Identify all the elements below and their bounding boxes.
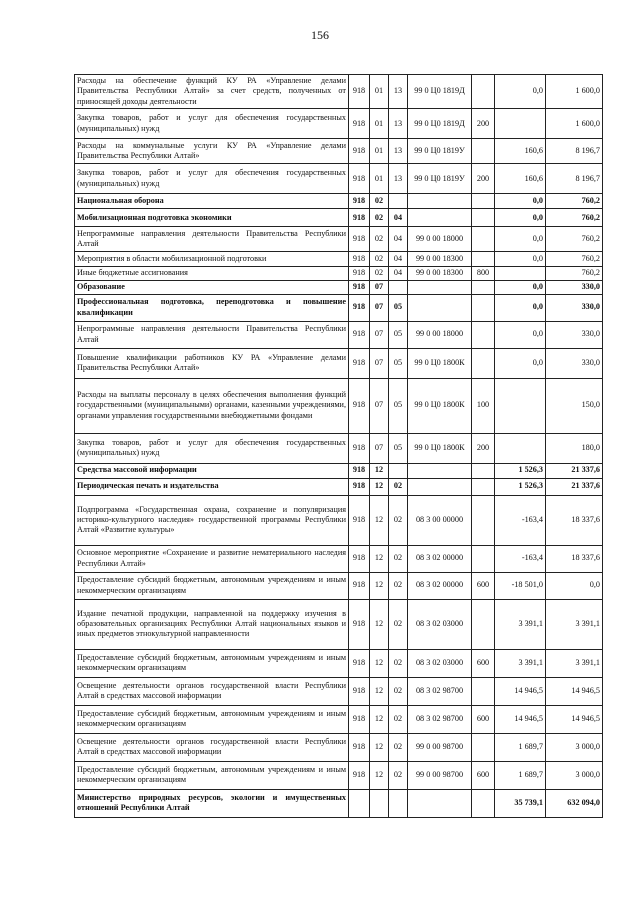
ministry-code: 918	[349, 433, 370, 463]
ministry-code: 918	[349, 109, 370, 139]
ministry-code: 918	[349, 761, 370, 789]
amount-total: 14 946,5	[546, 705, 603, 733]
expense-type	[472, 294, 495, 321]
amount-total: 330,0	[546, 280, 603, 294]
ministry-code: 918	[349, 705, 370, 733]
section-code: 07	[370, 280, 389, 294]
amount-change	[495, 267, 546, 280]
row-name: Непрограммные направления деятельности Правительства Республики Алтай	[75, 227, 349, 252]
ministry-code	[349, 789, 370, 817]
ministry-code: 918	[349, 545, 370, 572]
table-row	[75, 761, 603, 789]
section-code: 12	[370, 649, 389, 677]
target-article: 99 0 00 18000	[408, 227, 472, 252]
amount-total: 632 094,0	[546, 789, 603, 817]
amount-total: 760,2	[546, 267, 603, 280]
table-row	[75, 495, 603, 545]
section-code: 07	[370, 294, 389, 321]
ministry-code: 918	[349, 280, 370, 294]
row-name: Повышение квалификации работников КУ РА «Управление делами Правительства Республики Алтай»	[75, 348, 349, 378]
subsection-code	[389, 789, 408, 817]
ministry-code: 918	[349, 294, 370, 321]
row-name: Министерство природных ресурсов, экологии и имущественных отношений Республики Алтай	[75, 789, 349, 817]
amount-total: 760,2	[546, 252, 603, 267]
row-name: Закупка товаров, работ и услуг для обеспечения государственных (муниципальных) нужд	[75, 433, 349, 463]
subsection-code: 02	[389, 599, 408, 649]
amount-total: 1 600,0	[546, 109, 603, 139]
row-name: Профессиональная подготовка, переподготовка и повышение квалификации	[75, 294, 349, 321]
ministry-code: 918	[349, 463, 370, 478]
subsection-code: 13	[389, 109, 408, 139]
ministry-code: 918	[349, 321, 370, 348]
amount-total: 3 000,0	[546, 733, 603, 761]
target-article: 08 3 02 98700	[408, 677, 472, 705]
section-code: 12	[370, 733, 389, 761]
target-article: 99 0 Ц0 1800К	[408, 433, 472, 463]
target-article	[408, 280, 472, 294]
expense-type: 200	[472, 433, 495, 463]
target-article: 08 3 02 00000	[408, 545, 472, 572]
table-row	[75, 252, 603, 267]
table-row	[75, 705, 603, 733]
amount-total: 21 337,6	[546, 463, 603, 478]
section-code: 07	[370, 378, 389, 433]
row-name: Освещение деятельности органов государственной власти Республики Алтай в средствах массовой информации	[75, 677, 349, 705]
subsection-code	[389, 280, 408, 294]
section-code: 12	[370, 572, 389, 599]
subsection-code: 02	[389, 649, 408, 677]
amount-change: -163,4	[495, 495, 546, 545]
subsection-code: 13	[389, 164, 408, 194]
row-name: Издание печатной продукции, направленной на поддержку изучения в образовательных организациях Республики Алтай национальных языков и иных предметов этнокультурной направленности	[75, 599, 349, 649]
amount-total: 330,0	[546, 294, 603, 321]
expense-type	[472, 599, 495, 649]
amount-change: 1 526,3	[495, 463, 546, 478]
expense-type: 600	[472, 649, 495, 677]
amount-change: 3 391,1	[495, 599, 546, 649]
table-row	[75, 109, 603, 139]
amount-change: 0,0	[495, 294, 546, 321]
expense-type	[472, 209, 495, 227]
subsection-code: 04	[389, 252, 408, 267]
amount-change: 14 946,5	[495, 705, 546, 733]
target-article: 08 3 02 00000	[408, 572, 472, 599]
target-article: 99 0 Ц0 1819Д	[408, 109, 472, 139]
amount-total: 3 391,1	[546, 599, 603, 649]
ministry-code: 918	[349, 164, 370, 194]
table-row	[75, 572, 603, 599]
table-row	[75, 789, 603, 817]
subsection-code: 02	[389, 733, 408, 761]
section-code: 12	[370, 495, 389, 545]
expense-type	[472, 227, 495, 252]
expense-type	[472, 733, 495, 761]
target-article: 99 0 00 18000	[408, 321, 472, 348]
amount-change: 1 689,7	[495, 761, 546, 789]
expense-type	[472, 677, 495, 705]
amount-change: 14 946,5	[495, 677, 546, 705]
amount-total: 330,0	[546, 348, 603, 378]
subsection-code: 02	[389, 545, 408, 572]
row-name: Закупка товаров, работ и услуг для обеспечения государственных (муниципальных) нужд	[75, 164, 349, 194]
amount-total: 150,0	[546, 378, 603, 433]
subsection-code: 13	[389, 75, 408, 109]
subsection-code: 04	[389, 267, 408, 280]
expense-type	[472, 478, 495, 495]
section-code: 12	[370, 761, 389, 789]
amount-change: 160,6	[495, 139, 546, 164]
row-name: Освещение деятельности органов государственной власти Республики Алтай в средствах массовой информации	[75, 733, 349, 761]
amount-change: 160,6	[495, 164, 546, 194]
table-row	[75, 463, 603, 478]
amount-change: 1 526,3	[495, 478, 546, 495]
ministry-code: 918	[349, 209, 370, 227]
row-name: Средства массовой информации	[75, 463, 349, 478]
subsection-code: 05	[389, 348, 408, 378]
amount-total: 21 337,6	[546, 478, 603, 495]
row-name: Мероприятия в области мобилизационной подготовки	[75, 252, 349, 267]
amount-total: 330,0	[546, 321, 603, 348]
target-article: 99 0 Ц0 1819У	[408, 139, 472, 164]
table-row	[75, 280, 603, 294]
section-code: 07	[370, 348, 389, 378]
amount-change: 35 739,1	[495, 789, 546, 817]
amount-total: 0,0	[546, 572, 603, 599]
table-row	[75, 164, 603, 194]
row-name: Расходы на обеспечение функций КУ РА «Управление делами Правительства Республики Алтай» за счет средств, полученных от приносящей доходы деятельности	[75, 75, 349, 109]
expense-type	[472, 75, 495, 109]
amount-total: 180,0	[546, 433, 603, 463]
amount-total: 18 337,6	[546, 495, 603, 545]
target-article	[408, 294, 472, 321]
amount-change: 0,0	[495, 209, 546, 227]
ministry-code: 918	[349, 194, 370, 209]
expense-type	[472, 321, 495, 348]
row-name: Мобилизационная подготовка экономики	[75, 209, 349, 227]
amount-total: 760,2	[546, 194, 603, 209]
subsection-code: 02	[389, 677, 408, 705]
subsection-code: 05	[389, 378, 408, 433]
table-row	[75, 545, 603, 572]
amount-change: 0,0	[495, 321, 546, 348]
section-code: 01	[370, 75, 389, 109]
expense-type: 600	[472, 572, 495, 599]
target-article	[408, 194, 472, 209]
ministry-code: 918	[349, 572, 370, 599]
amount-total: 3 391,1	[546, 649, 603, 677]
section-code: 01	[370, 139, 389, 164]
table-row	[75, 267, 603, 280]
subsection-code: 02	[389, 761, 408, 789]
subsection-code	[389, 194, 408, 209]
table-row	[75, 478, 603, 495]
amount-change: 3 391,1	[495, 649, 546, 677]
target-article: 99 0 00 18300	[408, 252, 472, 267]
expense-type: 800	[472, 267, 495, 280]
expense-type: 100	[472, 378, 495, 433]
amount-change: -163,4	[495, 545, 546, 572]
target-article: 99 0 Ц0 1800К	[408, 348, 472, 378]
row-name: Подпрограмма «Государственная охрана, сохранение и популяризация историко-культурного наследия» государственной программы Республики Алтай «Развитие культуры»	[75, 495, 349, 545]
target-article: 08 3 02 03000	[408, 599, 472, 649]
subsection-code: 13	[389, 139, 408, 164]
table-row	[75, 139, 603, 164]
amount-change: 0,0	[495, 280, 546, 294]
expense-type	[472, 139, 495, 164]
section-code: 02	[370, 209, 389, 227]
section-code: 12	[370, 677, 389, 705]
expense-type: 200	[472, 109, 495, 139]
table-row	[75, 209, 603, 227]
target-article	[408, 789, 472, 817]
target-article: 99 0 Ц0 1819У	[408, 164, 472, 194]
subsection-code: 04	[389, 227, 408, 252]
ministry-code: 918	[349, 378, 370, 433]
row-name: Расходы на выплаты персоналу в целях обеспечения выполнения функций государственными (муниципальными) органами, казенными учреждениями, органами управления государственными внебюджетными фондами	[75, 378, 349, 433]
section-code: 02	[370, 227, 389, 252]
amount-change: 0,0	[495, 194, 546, 209]
target-article: 99 0 Ц0 1800К	[408, 378, 472, 433]
table-row	[75, 194, 603, 209]
section-code: 01	[370, 109, 389, 139]
amount-total: 760,2	[546, 209, 603, 227]
expense-type	[472, 252, 495, 267]
target-article: 99 0 00 18300	[408, 267, 472, 280]
ministry-code: 918	[349, 139, 370, 164]
subsection-code: 02	[389, 572, 408, 599]
expense-type	[472, 280, 495, 294]
table-row	[75, 733, 603, 761]
table-row	[75, 227, 603, 252]
ministry-code: 918	[349, 649, 370, 677]
amount-change	[495, 378, 546, 433]
row-name: Иные бюджетные ассигнования	[75, 267, 349, 280]
expense-type: 600	[472, 761, 495, 789]
section-code: 02	[370, 267, 389, 280]
section-code	[370, 789, 389, 817]
target-article: 08 3 02 03000	[408, 649, 472, 677]
subsection-code: 02	[389, 495, 408, 545]
subsection-code: 05	[389, 433, 408, 463]
ministry-code: 918	[349, 75, 370, 109]
table-row	[75, 321, 603, 348]
table-row	[75, 599, 603, 649]
section-code: 02	[370, 252, 389, 267]
amount-change: 0,0	[495, 227, 546, 252]
expense-type	[472, 348, 495, 378]
expense-type	[472, 463, 495, 478]
target-article	[408, 209, 472, 227]
amount-change: 1 689,7	[495, 733, 546, 761]
table-row	[75, 433, 603, 463]
amount-total: 8 196,7	[546, 139, 603, 164]
ministry-code: 918	[349, 733, 370, 761]
amount-total: 3 000,0	[546, 761, 603, 789]
section-code: 12	[370, 463, 389, 478]
section-code: 12	[370, 545, 389, 572]
subsection-code	[389, 463, 408, 478]
ministry-code: 918	[349, 252, 370, 267]
row-name: Закупка товаров, работ и услуг для обеспечения государственных (муниципальных) нужд	[75, 109, 349, 139]
amount-change	[495, 433, 546, 463]
row-name: Расходы на коммунальные услуги КУ РА «Управление делами Правительства Республики Алтай»	[75, 139, 349, 164]
ministry-code: 918	[349, 599, 370, 649]
subsection-code: 02	[389, 478, 408, 495]
subsection-code: 02	[389, 705, 408, 733]
ministry-code: 918	[349, 348, 370, 378]
target-article: 08 3 00 00000	[408, 495, 472, 545]
amount-total: 760,2	[546, 227, 603, 252]
table-row	[75, 348, 603, 378]
expense-type	[472, 194, 495, 209]
section-code: 07	[370, 321, 389, 348]
row-name: Национальная оборона	[75, 194, 349, 209]
amount-change: -18 501,0	[495, 572, 546, 599]
expense-type	[472, 495, 495, 545]
section-code: 12	[370, 705, 389, 733]
ministry-code: 918	[349, 495, 370, 545]
row-name: Предоставление субсидий бюджетным, автономным учреждениям и иным некоммерческим организациям	[75, 705, 349, 733]
page-number: 156	[311, 28, 329, 42]
subsection-code: 05	[389, 321, 408, 348]
budget-table	[74, 74, 603, 818]
section-code: 07	[370, 433, 389, 463]
target-article: 99 0 00 98700	[408, 733, 472, 761]
ministry-code: 918	[349, 227, 370, 252]
amount-change	[495, 109, 546, 139]
row-name: Предоставление субсидий бюджетным, автономным учреждениям и иным некоммерческим организациям	[75, 761, 349, 789]
expense-type	[472, 789, 495, 817]
ministry-code: 918	[349, 677, 370, 705]
target-article: 99 0 Ц0 1819Д	[408, 75, 472, 109]
budget-table-body	[75, 75, 603, 818]
ministry-code: 918	[349, 478, 370, 495]
amount-total: 14 946,5	[546, 677, 603, 705]
amount-total: 18 337,6	[546, 545, 603, 572]
table-row	[75, 294, 603, 321]
expense-type: 600	[472, 705, 495, 733]
target-article: 99 0 00 98700	[408, 761, 472, 789]
expense-type: 200	[472, 164, 495, 194]
section-code: 02	[370, 194, 389, 209]
subsection-code: 05	[389, 294, 408, 321]
amount-change: 0,0	[495, 348, 546, 378]
table-row	[75, 677, 603, 705]
amount-total: 8 196,7	[546, 164, 603, 194]
table-row	[75, 75, 603, 109]
row-name: Основное мероприятие «Сохранение и развитие нематериального наследия Республики Алтай»	[75, 545, 349, 572]
table-row	[75, 378, 603, 433]
row-name: Периодическая печать и издательства	[75, 478, 349, 495]
section-code: 12	[370, 478, 389, 495]
target-article: 08 3 02 98700	[408, 705, 472, 733]
section-code: 01	[370, 164, 389, 194]
table-row	[75, 649, 603, 677]
subsection-code: 04	[389, 209, 408, 227]
amount-total: 1 600,0	[546, 75, 603, 109]
amount-change: 0,0	[495, 75, 546, 109]
target-article	[408, 478, 472, 495]
target-article	[408, 463, 472, 478]
row-name: Образование	[75, 280, 349, 294]
expense-type	[472, 545, 495, 572]
ministry-code: 918	[349, 267, 370, 280]
section-code: 12	[370, 599, 389, 649]
row-name: Предоставление субсидий бюджетным, автономным учреждениям и иным некоммерческим организациям	[75, 572, 349, 599]
row-name: Предоставление субсидий бюджетным, автономным учреждениям и иным некоммерческим организациям	[75, 649, 349, 677]
amount-change: 0,0	[495, 252, 546, 267]
row-name: Непрограммные направления деятельности Правительства Республики Алтай	[75, 321, 349, 348]
